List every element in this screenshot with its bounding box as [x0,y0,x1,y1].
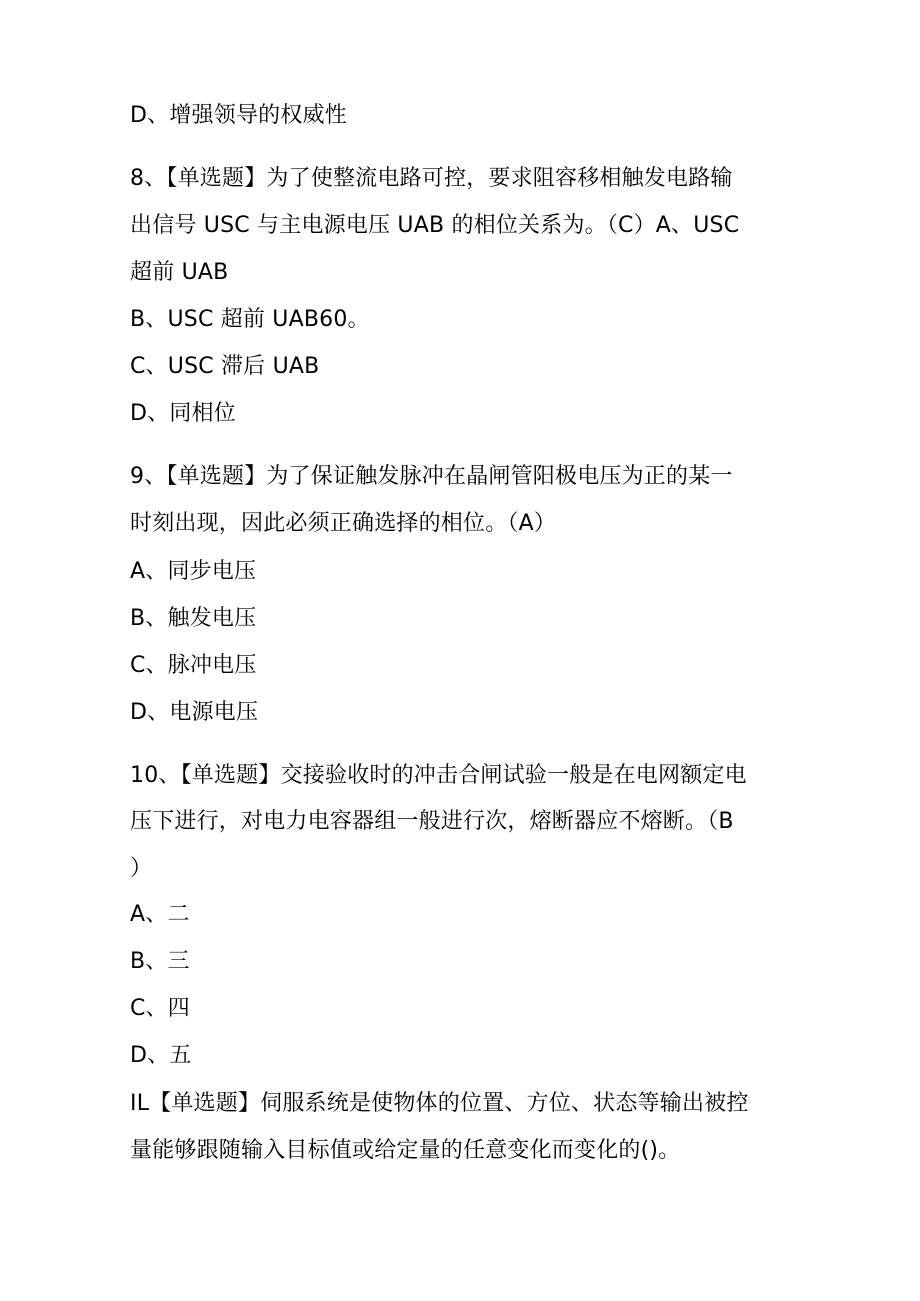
option-a-q9: A、同步电压 [130,559,257,584]
option-d-q10: D、五 [130,1043,192,1068]
question-8-line-3: 超前 UAB [130,260,229,285]
question-10-line-1: 10、【单选题】交接验收时的冲击合闸试验一般是在电网额定电 [130,763,747,788]
question-8-line-2: 出信号 USC 与主电源电压 UAB 的相位关系为。（C）A、USC [130,213,740,238]
option-c-q8: C、USC 滞后 UAB [130,354,320,379]
question-11-line-1: IL【单选题】伺服系统是使物体的位置、方位、状态等输出被控 [130,1091,749,1116]
question-10-line-2: 压下进行，对电力电容器组一般进行次，熔断器应不熔断。（B [130,809,734,834]
option-b-q9: B、触发电压 [130,606,257,631]
option-b-q10: B、三 [130,949,190,974]
question-9-line-1: 9、【单选题】为了保证触发脉冲在晶闸管阳极电压为正的某一 [130,464,733,489]
option-c-q9: C、脉冲电压 [130,653,257,678]
question-8-line-1: 8、【单选题】为了使整流电路可控，要求阻容移相触发电路输 [130,166,733,191]
question-9-line-2: 时刻出现，因此必须正确选择的相位。（A） [130,511,557,536]
option-a-q10: A、二 [130,902,190,927]
option-d-q7: D、增强领导的权威性 [130,103,347,128]
option-d-q9: D、电源电压 [130,700,259,725]
question-11-line-2: 量能够跟随输入目标值或给定量的任意变化而变化的()。 [130,1138,681,1163]
question-10-line-3: ） [130,856,153,881]
option-c-q10: C、四 [130,996,190,1021]
option-b-q8: B、USC 超前 UAB60。 [130,307,370,332]
option-d-q8: D、同相位 [130,401,236,426]
